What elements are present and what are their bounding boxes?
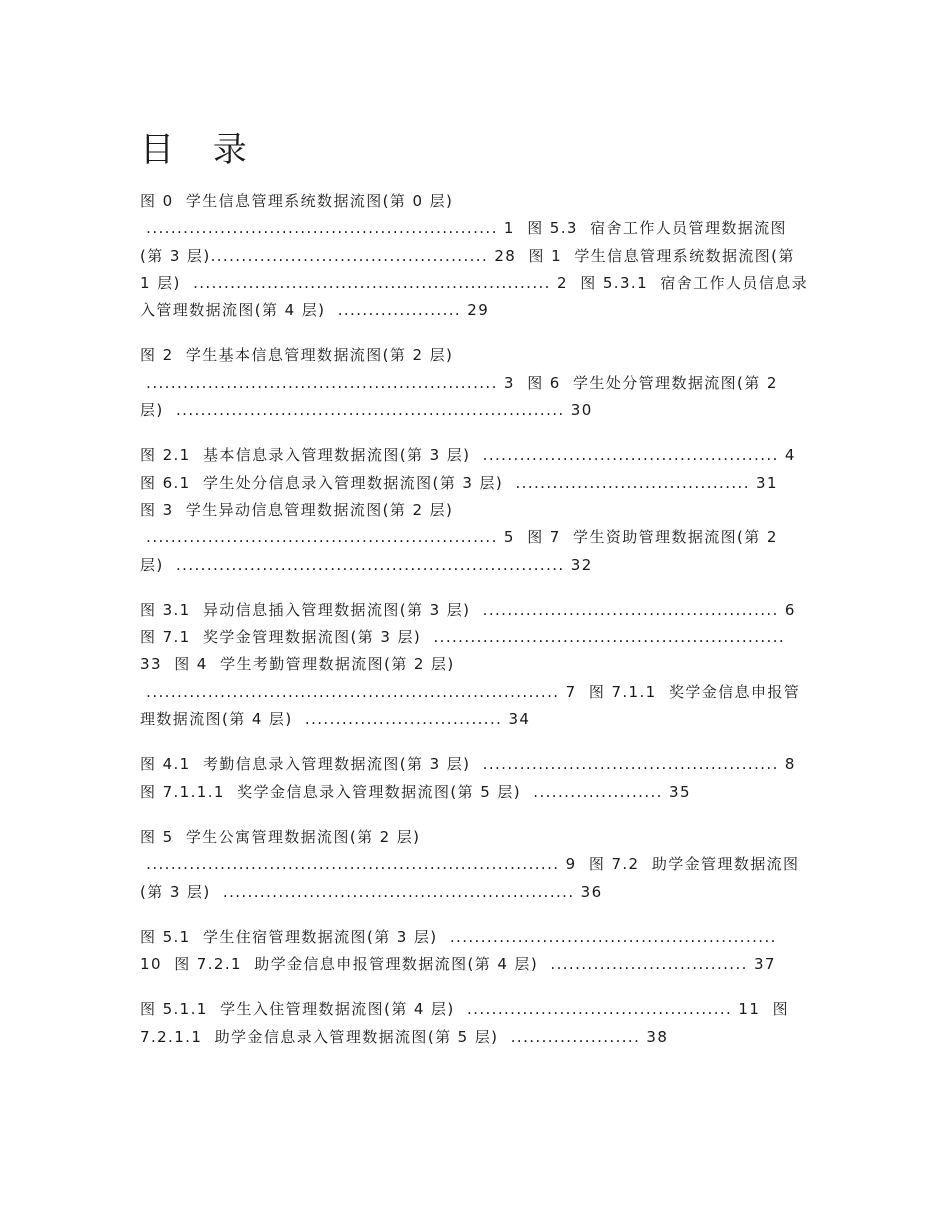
toc-line: 7.2.1.1 助学金信息录入管理数据流图(第 5 层) ..................... 38 <box>140 1027 669 1046</box>
toc-block <box>140 442 820 578</box>
toc-line: (第 3 层)............................................. 28 图 1 学生信息管理系统数据流图(第 <box>140 246 795 265</box>
toc-line: 入管理数据流图(第 4 层) .................... 29 <box>140 301 490 320</box>
toc-line: 1 层) .......................................................... 2 图 5.3.1 宿舍工作人员信息录 <box>140 273 808 292</box>
toc-line: 层) ............................................................... 30 <box>140 401 593 420</box>
toc-block <box>140 751 820 806</box>
toc-line: 图 5 学生公寓管理数据流图(第 2 层) <box>140 827 421 846</box>
toc-line: ......................................................... 5 图 7 学生资助管理数据流图(第 2 <box>140 528 778 547</box>
toc-block <box>140 188 820 324</box>
toc-line: 图 7.1 奖学金管理数据流图(第 3 层) ......................................................... <box>140 628 786 647</box>
toc-line: ................................................................... 7 图 7.1.1 奖学金信息申报管 <box>140 682 801 701</box>
toc-line: 图 7.1.1.1 奖学金信息录入管理数据流图(第 5 层) ..................... 35 <box>140 782 691 801</box>
toc-line: 理数据流图(第 4 层) ................................ 34 <box>140 710 531 729</box>
toc-line: 图 5.1 学生住宿管理数据流图(第 3 层) ..................................................... <box>140 927 777 946</box>
toc-line: 图 5.1.1 学生入住管理数据流图(第 4 层) ........................................... 11 图 <box>140 1000 790 1019</box>
toc-line: 图 2 学生基本信息管理数据流图(第 2 层) <box>140 346 454 365</box>
toc-line: 图 3.1 异动信息插入管理数据流图(第 3 层) ................................................ 6 <box>140 600 796 619</box>
toc-line: 图 2.1 基本信息录入管理数据流图(第 3 层) ................................................ 4 <box>140 446 796 465</box>
toc-line: 图 3 学生异动信息管理数据流图(第 2 层) <box>140 500 454 519</box>
toc-line: ................................................................... 9 图 7.2 助学金管理数据流图 <box>140 855 800 874</box>
toc-line: 层) ............................................................... 32 <box>140 555 593 574</box>
toc-line: 图 0 学生信息管理系统数据流图(第 0 层) <box>140 192 454 210</box>
toc-block <box>140 342 820 424</box>
toc-block <box>140 824 820 906</box>
toc-line: 33 图 4 学生考勤管理数据流图(第 2 层) <box>140 655 455 674</box>
toc-line: ......................................................... 3 图 6 学生处分管理数据流图(第 2 <box>140 373 778 392</box>
toc-block <box>140 597 820 733</box>
toc-line: 10 图 7.2.1 助学金信息申报管理数据流图(第 4 层) ................................ 37 <box>140 955 776 974</box>
toc-line: 图 4.1 考勤信息录入管理数据流图(第 3 层) ................................................ 8 <box>140 755 796 774</box>
toc-block <box>140 996 820 1051</box>
document-page <box>140 128 820 1069</box>
toc-block <box>140 924 820 979</box>
toc-line: 图 6.1 学生处分信息录入管理数据流图(第 3 层) ...................................... 31 <box>140 473 778 492</box>
toc-line: ......................................................... 1 图 5.3 宿舍工作人员管理数据流图 <box>140 219 787 238</box>
toc-title: 目 录 <box>140 130 261 170</box>
toc-line: (第 3 层) ......................................................... 36 <box>140 882 603 901</box>
